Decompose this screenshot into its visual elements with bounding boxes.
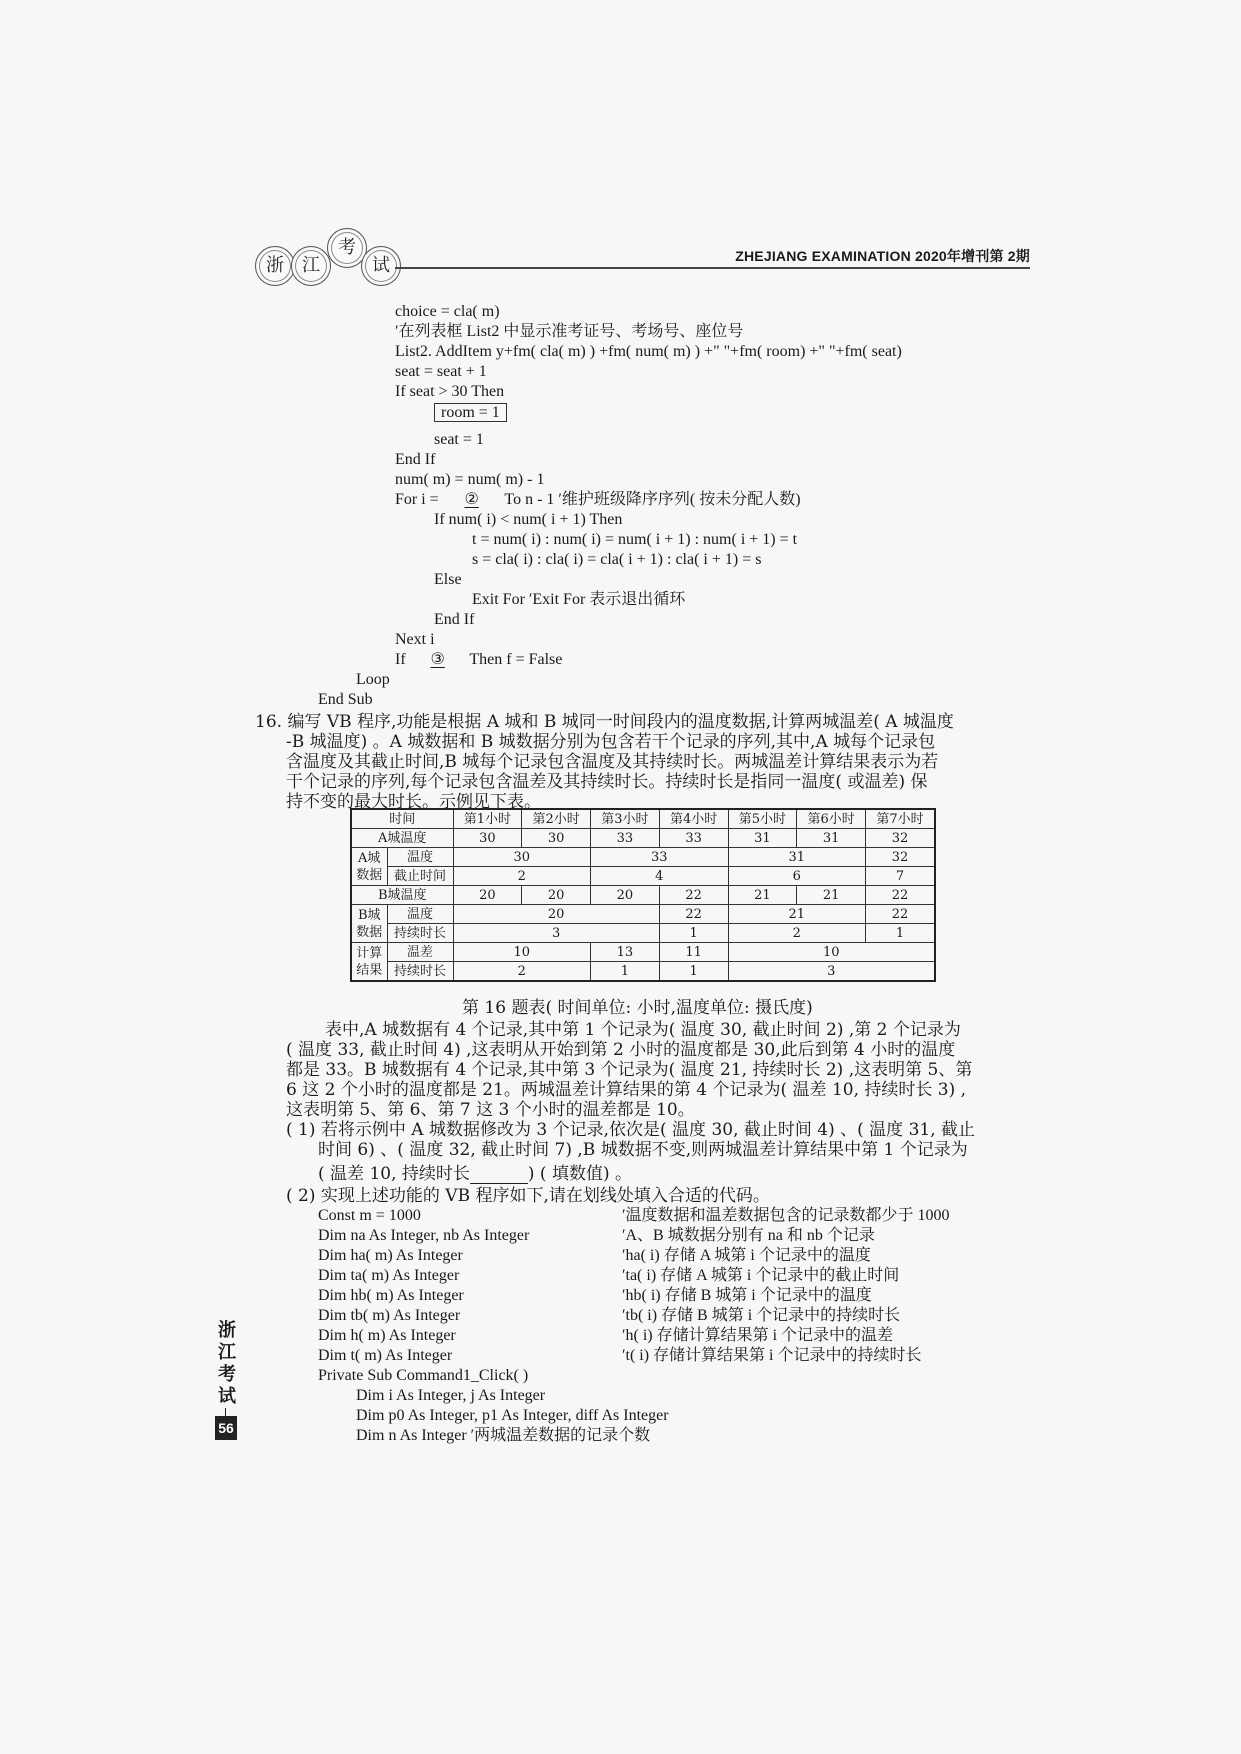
code-line: seat = seat + 1	[395, 363, 487, 380]
code-comment: ′hb( i) 存储 B 城第 i 个记录中的温度	[622, 1287, 872, 1304]
code-line: Dim na As Integer, nb As Integer	[318, 1227, 530, 1244]
table-cell: 第3小时	[591, 809, 660, 829]
table-cell: 10	[728, 943, 935, 962]
journal-title: ZHEJIANG EXAMINATION 2020年增刊第 2期	[735, 248, 1030, 264]
code-line: If num( i) < num( i + 1) Then	[434, 511, 623, 528]
question-text: 16. 编写 VB 程序,功能是根据 A 城和 B 城同一时间段内的温度数据,计算两城温差( A 城温度	[255, 712, 954, 732]
table-cell: 时间	[351, 809, 453, 829]
table-cell: 33	[591, 848, 729, 867]
explanation-text: 6 这 2 个小时的温度都是 21。两城温差计算结果的第 4 个记录为( 温差 10, 持续时长 3) ,	[286, 1080, 967, 1100]
journal-logo	[255, 228, 405, 288]
table-cell: 11	[659, 943, 728, 962]
table-cell: 33	[659, 829, 728, 848]
code-line: Loop	[356, 671, 390, 688]
table-cell: A城温度	[351, 829, 453, 848]
table-cell: 20	[591, 886, 660, 905]
table-cell: 7	[866, 867, 936, 886]
table-cell: 4	[591, 867, 729, 886]
code-line: Dim ta( m) As Integer	[318, 1267, 460, 1284]
table-cell: 第1小时	[453, 809, 522, 829]
code-line: Next i	[395, 631, 435, 648]
code-comment: ′温度数据和温差数据包含的记录数都少于 1000	[622, 1207, 950, 1224]
table-cell: 温度	[387, 848, 453, 867]
table-cell: 2	[453, 962, 591, 982]
question-text: -B 城温度) 。A 城数据和 B 城数据分别为包含若干个记录的序列,其中,A 城每个记录包	[286, 732, 936, 752]
code-line: End If	[395, 451, 436, 468]
table-cell: 第6小时	[797, 809, 866, 829]
explanation-text: 表中,A 城数据有 4 个记录,其中第 1 个记录为( 温度 30, 截止时间 2) ,第 2 个记录为	[325, 1020, 961, 1040]
table-row	[351, 886, 935, 905]
explanation-text: ( 温度 33, 截止时间 4) ,这表明从开始到第 2 小时的温度都是 30,此后到第 4 小时的温度	[286, 1040, 956, 1060]
table-caption: 第 16 题表( 时间单位: 小时,温度单位: 摄氏度)	[462, 998, 813, 1018]
table-cell: 22	[659, 905, 728, 924]
table-cell: 第2小时	[522, 809, 591, 829]
table-cell: 温差	[387, 943, 453, 962]
header-rule	[395, 267, 1030, 269]
code-line: Const m = 1000	[318, 1207, 421, 1224]
table-row	[351, 962, 935, 982]
table-cell: 31	[728, 829, 797, 848]
table-cell: A城 数据	[351, 848, 387, 886]
table-cell: 第7小时	[866, 809, 936, 829]
page-number: 56	[215, 1416, 237, 1440]
code-comment: ′h( i) 存储计算结果第 i 个记录中的温差	[622, 1327, 894, 1344]
code-comment: ′A、B 城数据分别有 na 和 nb 个记录	[622, 1227, 875, 1244]
code-line: Dim t( m) As Integer	[318, 1347, 453, 1364]
code-line: Dim i As Integer, j As Integer	[356, 1387, 546, 1404]
code-line: seat = 1	[434, 431, 484, 448]
table-cell: 持续时长	[387, 924, 453, 943]
code-line: Dim ha( m) As Integer	[318, 1247, 463, 1264]
subquestion-1-blank-line: ( 温差 10, 持续时长 ) ( 填数值) 。	[318, 1164, 632, 1184]
table-row	[351, 809, 935, 829]
table-cell: B城 数据	[351, 905, 387, 943]
code-line: t = num( i) : num( i) = num( i + 1) : num( i + 1) = t	[472, 531, 798, 548]
code-line: If seat > 30 Then	[395, 383, 505, 400]
code-line: choice = cla( m)	[395, 303, 500, 320]
table-cell: 持续时长	[387, 962, 453, 982]
table-cell: 6	[728, 867, 866, 886]
code-line-blank-3: If ③ Then f = False	[395, 651, 563, 668]
code-line: Private Sub Command1_Click( )	[318, 1367, 529, 1384]
side-label-text	[215, 1320, 239, 1408]
table-cell: 2	[728, 924, 866, 943]
code-line: Dim hb( m) As Integer	[318, 1287, 464, 1304]
side-label-char: 浙	[218, 1320, 236, 1341]
table-row	[351, 829, 935, 848]
table-cell: 第5小时	[728, 809, 797, 829]
boxed-blank-1: room = 1	[434, 403, 507, 423]
table-cell: 21	[797, 886, 866, 905]
code-line: Dim tb( m) As Integer	[318, 1307, 461, 1324]
table-cell: 1	[866, 924, 936, 943]
table-cell: 温度	[387, 905, 453, 924]
logo-seal-3: 考	[327, 228, 367, 268]
code-line: Dim p0 As Integer, p1 As Integer, diff As Integer	[356, 1407, 669, 1424]
answer-blank[interactable]	[470, 1167, 528, 1184]
table-cell: 21	[728, 905, 866, 924]
table-cell: 截止时间	[387, 867, 453, 886]
side-label-char: 考	[218, 1364, 236, 1385]
blank-3: ③	[430, 651, 445, 668]
code-comment: ′tb( i) 存储 B 城第 i 个记录中的持续时长	[622, 1307, 901, 1324]
table-cell: 20	[522, 886, 591, 905]
table-cell: 1	[591, 962, 660, 982]
subquestion-1: ( 1) 若将示例中 A 城数据修改为 3 个记录,依次是( 温度 30, 截止时间 4) 、( 温度 31, 截止	[286, 1120, 976, 1140]
table-cell: 20	[453, 886, 522, 905]
table-row	[351, 867, 935, 886]
table-cell: 10	[453, 943, 591, 962]
logo-seal-2: 江	[291, 246, 331, 286]
table-cell: 第4小时	[659, 809, 728, 829]
code-comment: ′t( i) 存储计算结果第 i 个记录中的持续时长	[622, 1347, 922, 1364]
subquestion-2: ( 2) 实现上述功能的 VB 程序如下,请在划线处填入合适的代码。	[286, 1186, 770, 1206]
table-cell: 3	[728, 962, 935, 982]
code-line: End Sub	[318, 691, 373, 708]
logo-seal-4: 试	[361, 246, 401, 286]
table-cell: 13	[591, 943, 660, 962]
table-cell: 3	[453, 924, 659, 943]
table-row	[351, 905, 935, 924]
subquestion-1-cont: 时间 6) 、( 温度 32, 截止时间 7) ,B 城数据不变,则两城温差计算结果中第 1 个记录为	[318, 1140, 968, 1160]
table-cell: 30	[522, 829, 591, 848]
table-cell: 31	[797, 829, 866, 848]
question-text: 含温度及其截止时间,B 城每个记录包含温度及其持续时长。两城温差计算结果表示为若	[286, 752, 939, 772]
table-cell: 2	[453, 867, 591, 886]
table-cell: 32	[866, 829, 936, 848]
code-line: Exit For ′Exit For 表示退出循环	[472, 591, 686, 608]
question-text: 持不变的最大时长。示例见下表。	[286, 792, 541, 812]
table-cell: B城温度	[351, 886, 453, 905]
table-cell: 32	[866, 848, 936, 867]
temperature-table	[350, 808, 936, 982]
table-cell: 31	[728, 848, 866, 867]
table-row	[351, 943, 935, 962]
explanation-text: 这表明第 5、第 6、第 7 这 3 个小时的温差都是 10。	[286, 1100, 695, 1120]
table-cell: 22	[659, 886, 728, 905]
code-line: s = cla( i) : cla( i) = cla( i + 1) : cla( i + 1) = s	[472, 551, 762, 568]
code-comment: ′ta( i) 存储 A 城第 i 个记录中的截止时间	[622, 1267, 900, 1284]
side-divider	[225, 1408, 226, 1416]
blank-2: ②	[464, 491, 479, 508]
code-line: Dim n As Integer ′两城温差数据的记录个数	[356, 1427, 651, 1444]
table-cell: 计算 结果	[351, 943, 387, 982]
table-cell: 30	[453, 829, 522, 848]
code-comment: ′ha( i) 存储 A 城第 i 个记录中的温度	[622, 1247, 871, 1264]
table-row	[351, 848, 935, 867]
code-line: Dim h( m) As Integer	[318, 1327, 456, 1344]
table-cell: 22	[866, 905, 936, 924]
logo-seal-1: 浙	[255, 246, 295, 286]
table-cell: 20	[453, 905, 659, 924]
table-cell: 21	[728, 886, 797, 905]
table-row	[351, 924, 935, 943]
side-label-char: 试	[218, 1386, 236, 1407]
explanation-text: 都是 33。B 城数据有 4 个记录,其中第 3 个记录为( 温度 21, 持续时长 2) ,这表明第 5、第	[286, 1060, 973, 1080]
table-cell: 1	[659, 924, 728, 943]
table-cell: 30	[453, 848, 591, 867]
side-label-char: 江	[218, 1342, 236, 1363]
table-cell: 33	[591, 829, 660, 848]
code-line: End If	[434, 611, 475, 628]
side-journal-label	[215, 1320, 239, 1408]
code-line: num( m) = num( m) - 1	[395, 471, 545, 488]
code-line: Else	[434, 571, 462, 588]
code-line-blank-2: For i = ② To n - 1 ′维护班级降序序列( 按未分配人数)	[395, 491, 801, 508]
table-cell: 22	[866, 886, 936, 905]
question-text: 干个记录的序列,每个记录包含温差及其持续时长。持续时长是指同一温度( 或温差) 保	[286, 772, 928, 792]
code-comment: ′在列表框 List2 中显示准考证号、考场号、座位号	[395, 323, 744, 340]
code-line: List2. AddItem y+fm( cla( m) ) +fm( num( m) ) +" "+fm( room) +" "+fm( seat)	[395, 343, 902, 360]
table-cell: 1	[659, 962, 728, 982]
